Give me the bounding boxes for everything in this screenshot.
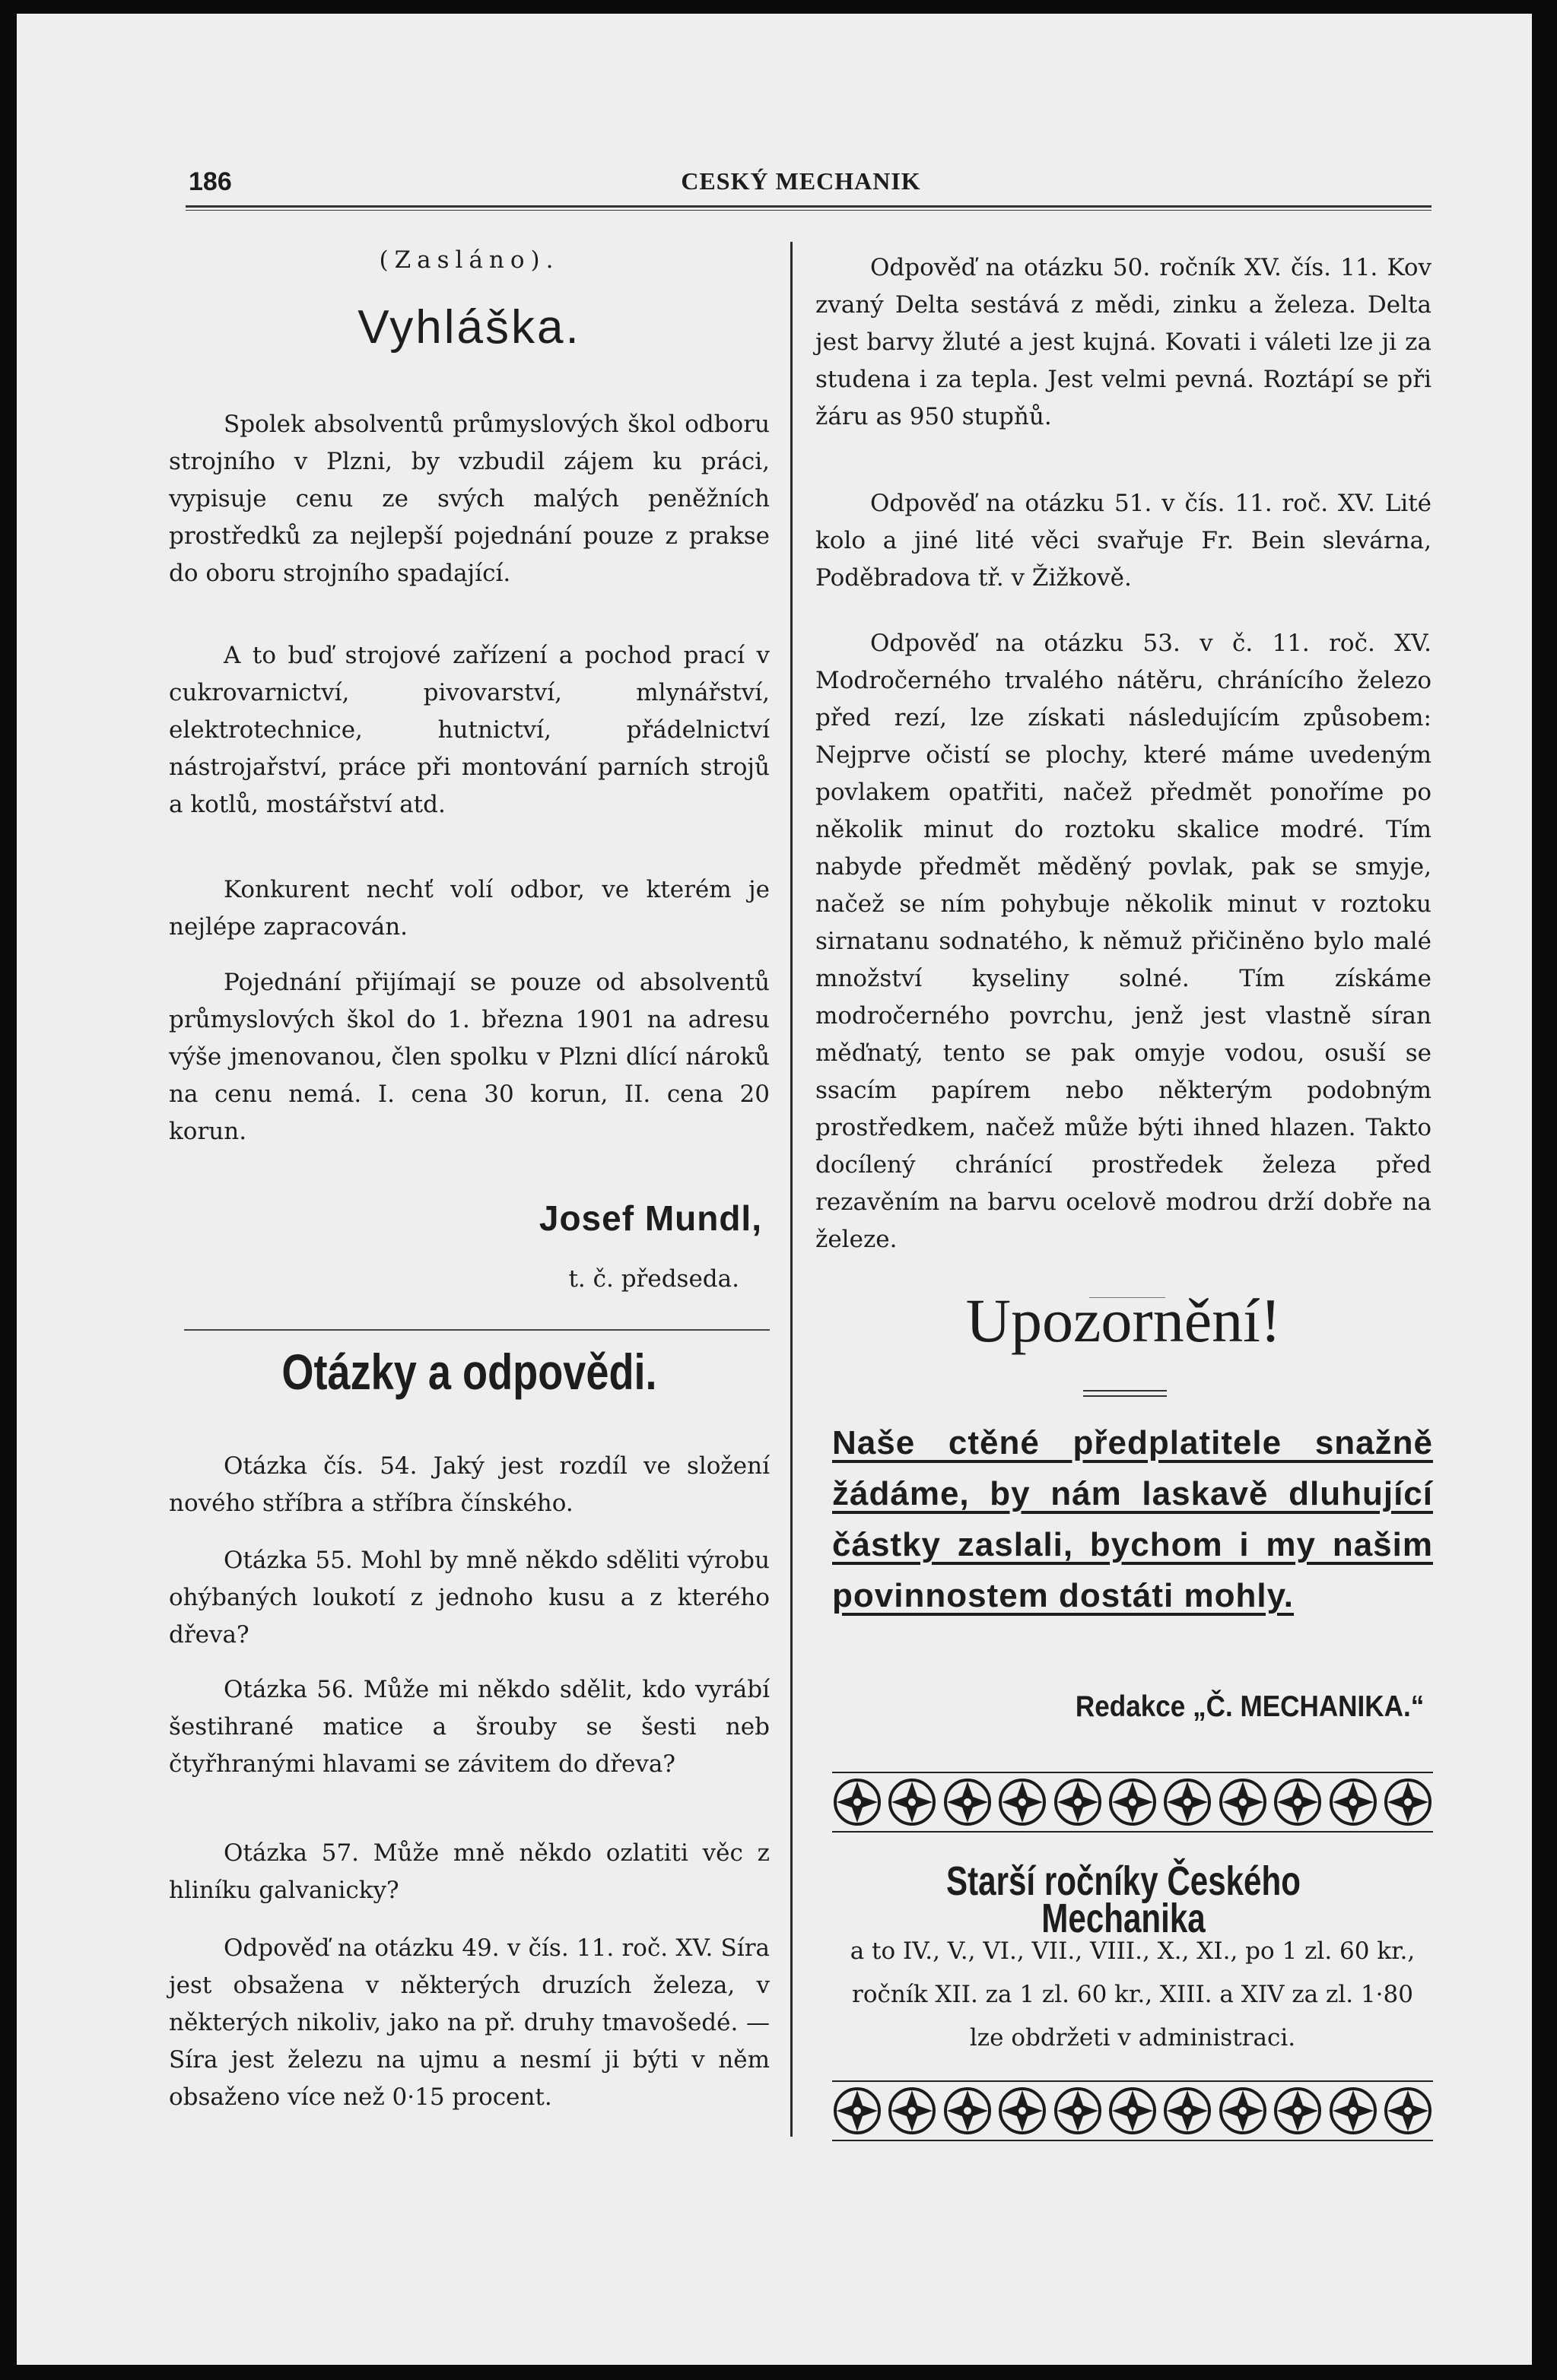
running-title: CESKÝ MECHANIK <box>681 167 921 195</box>
question-paragraph: Otázka 56. Může mi někdo sdělit, kdo vyrábí šestihrané matice a šrouby se šesti neb čtyřhranými hlavami se závitem do dřeva? <box>169 1676 770 1778</box>
vyhlaska-heading: Vyhláška. <box>357 301 581 354</box>
vyhlaska-paragraph: A to buď strojové zařízení a pochod prací v cukrovarnictví, pivovarství, mlynářství, elektrotechnice, hutnictví, přádelnictví nástrojařství, práce při montování parních strojů a kotlů, mostářství atd. <box>169 642 770 818</box>
ornament-motif-icon <box>1162 1777 1212 1827</box>
ornament-motif-icon <box>887 2086 937 2136</box>
ornament-motif-icon <box>1383 2086 1433 2136</box>
newspaper-page <box>17 14 1532 2365</box>
starsi-text: a to IV., V., VI., VII., VIII., X., XI., po 1 zl. 60 kr., ročník XII. za 1 zl. 60 kr., XIII. a XIV za zl. 1·80 lze obdržeti v administraci. <box>850 1937 1416 2052</box>
question-paragraph: Otázka 55. Mohl by mně někdo sděliti výrobu ohýbaných loukotí z jednoho kusu a z kterého dřeva? <box>169 1547 770 1649</box>
ornament-motif-icon <box>942 1777 993 1827</box>
signature-name: Josef Mundl, <box>539 1198 762 1238</box>
answer-paragraph: Odpověď na otázku 51. v čís. 11. roč. XV. Lité kolo a jiné lité věci svařuje Fr. Bein slevárna, Poděbradova tř. v Žižkově. <box>815 490 1431 592</box>
ornament-motif-icon <box>887 1777 937 1827</box>
starsi-heading: Starší ročníky Českého Mechanika <box>946 1858 1301 1941</box>
section-rule <box>184 1329 770 1331</box>
column-divider <box>790 242 793 2137</box>
ornament-motif-icon <box>1053 2086 1103 2136</box>
answer-paragraph: Odpověď na otázku 50. ročník XV. čís. 11. Kov zvaný Delta sestává z mědi, zinku a železa. Delta jest barvy žluté a jest kujná. Kovati i váleti lze ji za studena i za tepla. Jest velmi pevná. Roztápí se při žáru as 950 stupňů. <box>815 254 1431 430</box>
ornament-motif-icon <box>1383 1777 1433 1827</box>
ornament-motif-icon <box>1107 1777 1158 1827</box>
vyhlaska-paragraph: Pojednání přijímají se pouze od absolventů průmyslových škol do 1. března 1901 na adresu výše jmenovanou, člen spolku v Plzni dlící nároků na cenu nemá. I. cena 30 korun, II. cena 20 korun. <box>169 969 770 1145</box>
ornament-motif-icon <box>1053 1777 1103 1827</box>
answer-paragraph: Odpověď na otázku 53. v č. 11. roč. XV. Modročerného trvalého nátěru, chránícího železo před rezí, lze získati následujícím způsobem: Nejprve očistí se plochy, které máme uvedeným povlakem opatřiti, načež předmět ponoříme po několik minut do roztoku skalice modré. Tím nabyde předmět měděný povlak, pak se smyje, načež se ním pohybuje několik minut v roztoku sirnatanu sodnatého, k němuž přičiněno bylo malé množství kyseliny solné. Tím získáme modročerného povrchu, jenž jest vlastně síran měďnatý, tento se pak omyje vodou, osuší se ssacím papírem nebo některým podobným prostředkem, načež může býti ihned hlazen. Takto docílený chránící prostředek železa před rezavěním na barvu ocelově modrou drží dobře na železe. <box>815 630 1431 1253</box>
subscriber-notice: Naše ctěné předplatitele snažně žádáme, by nám laskavě dluhující částky zaslali, bychom i my našim povinnostem dostáti mohly. <box>832 1424 1433 1614</box>
double-rule <box>1083 1390 1167 1397</box>
ornament-motif-icon <box>1273 1777 1323 1827</box>
ornament-motif-icon <box>1107 2086 1158 2136</box>
ornament-motif-icon <box>832 1777 882 1827</box>
ornament-motif-icon <box>942 2086 993 2136</box>
ornament-motif-icon <box>1328 1777 1378 1827</box>
answer-paragraph: Odpověď na otázku 49. v čís. 11. roč. XV. Síra jest obsažena v některých druzích železa, v některých nikoliv, jako na př. druhy tmavošedé. — Síra jest železu na ujmu a nesmí ji býti v něm obsaženo více než 0·15 procent. <box>169 1934 770 2111</box>
ornament-motif-icon <box>997 2086 1047 2136</box>
question-paragraph: Otázka 57. Může mně někdo ozlatiti věc z hliníku galvanicky? <box>169 1839 770 1904</box>
signature-role: t. č. předseda. <box>568 1265 739 1293</box>
vyhlaska-paragraph: Spolek absolventů průmyslových škol odboru strojního v Plzni, by vzbudil zájem ku práci, vypisuje cenu ze svých malých peněžních prostředků za nejlepší pojednání pouze z prakse do oboru strojního spadající. <box>169 411 770 587</box>
vyhlaska-paragraph: Konkurent nechť volí odbor, ve kterém je nejlépe zapracován. <box>169 876 770 941</box>
page-number: 186 <box>189 167 232 196</box>
ornament-motif-icon <box>997 1777 1047 1827</box>
ornament-motif-icon <box>1162 2086 1212 2136</box>
header-rule <box>186 205 1431 211</box>
ornament-motif-icon <box>832 2086 882 2136</box>
ornament-motif-icon <box>1273 2086 1323 2136</box>
zaslano-label: (Zasláno). <box>379 246 560 274</box>
redakce-signature: Redakce „Č. MECHANIKA.“ <box>1075 1690 1424 1723</box>
ornament-border <box>832 2080 1433 2141</box>
ornament-border <box>832 1772 1433 1833</box>
ornament-motif-icon <box>1218 2086 1268 2136</box>
question-paragraph: Otázka čís. 54. Jaký jest rozdíl ve složení nového stříbra a stříbra čínského. <box>169 1452 770 1517</box>
otazky-heading: Otázky a odpovědi. <box>281 1344 657 1400</box>
upozorneni-heading: Upozornění! <box>965 1286 1282 1355</box>
ornament-motif-icon <box>1328 2086 1378 2136</box>
ornament-motif-icon <box>1218 1777 1268 1827</box>
page-header <box>170 149 1431 210</box>
